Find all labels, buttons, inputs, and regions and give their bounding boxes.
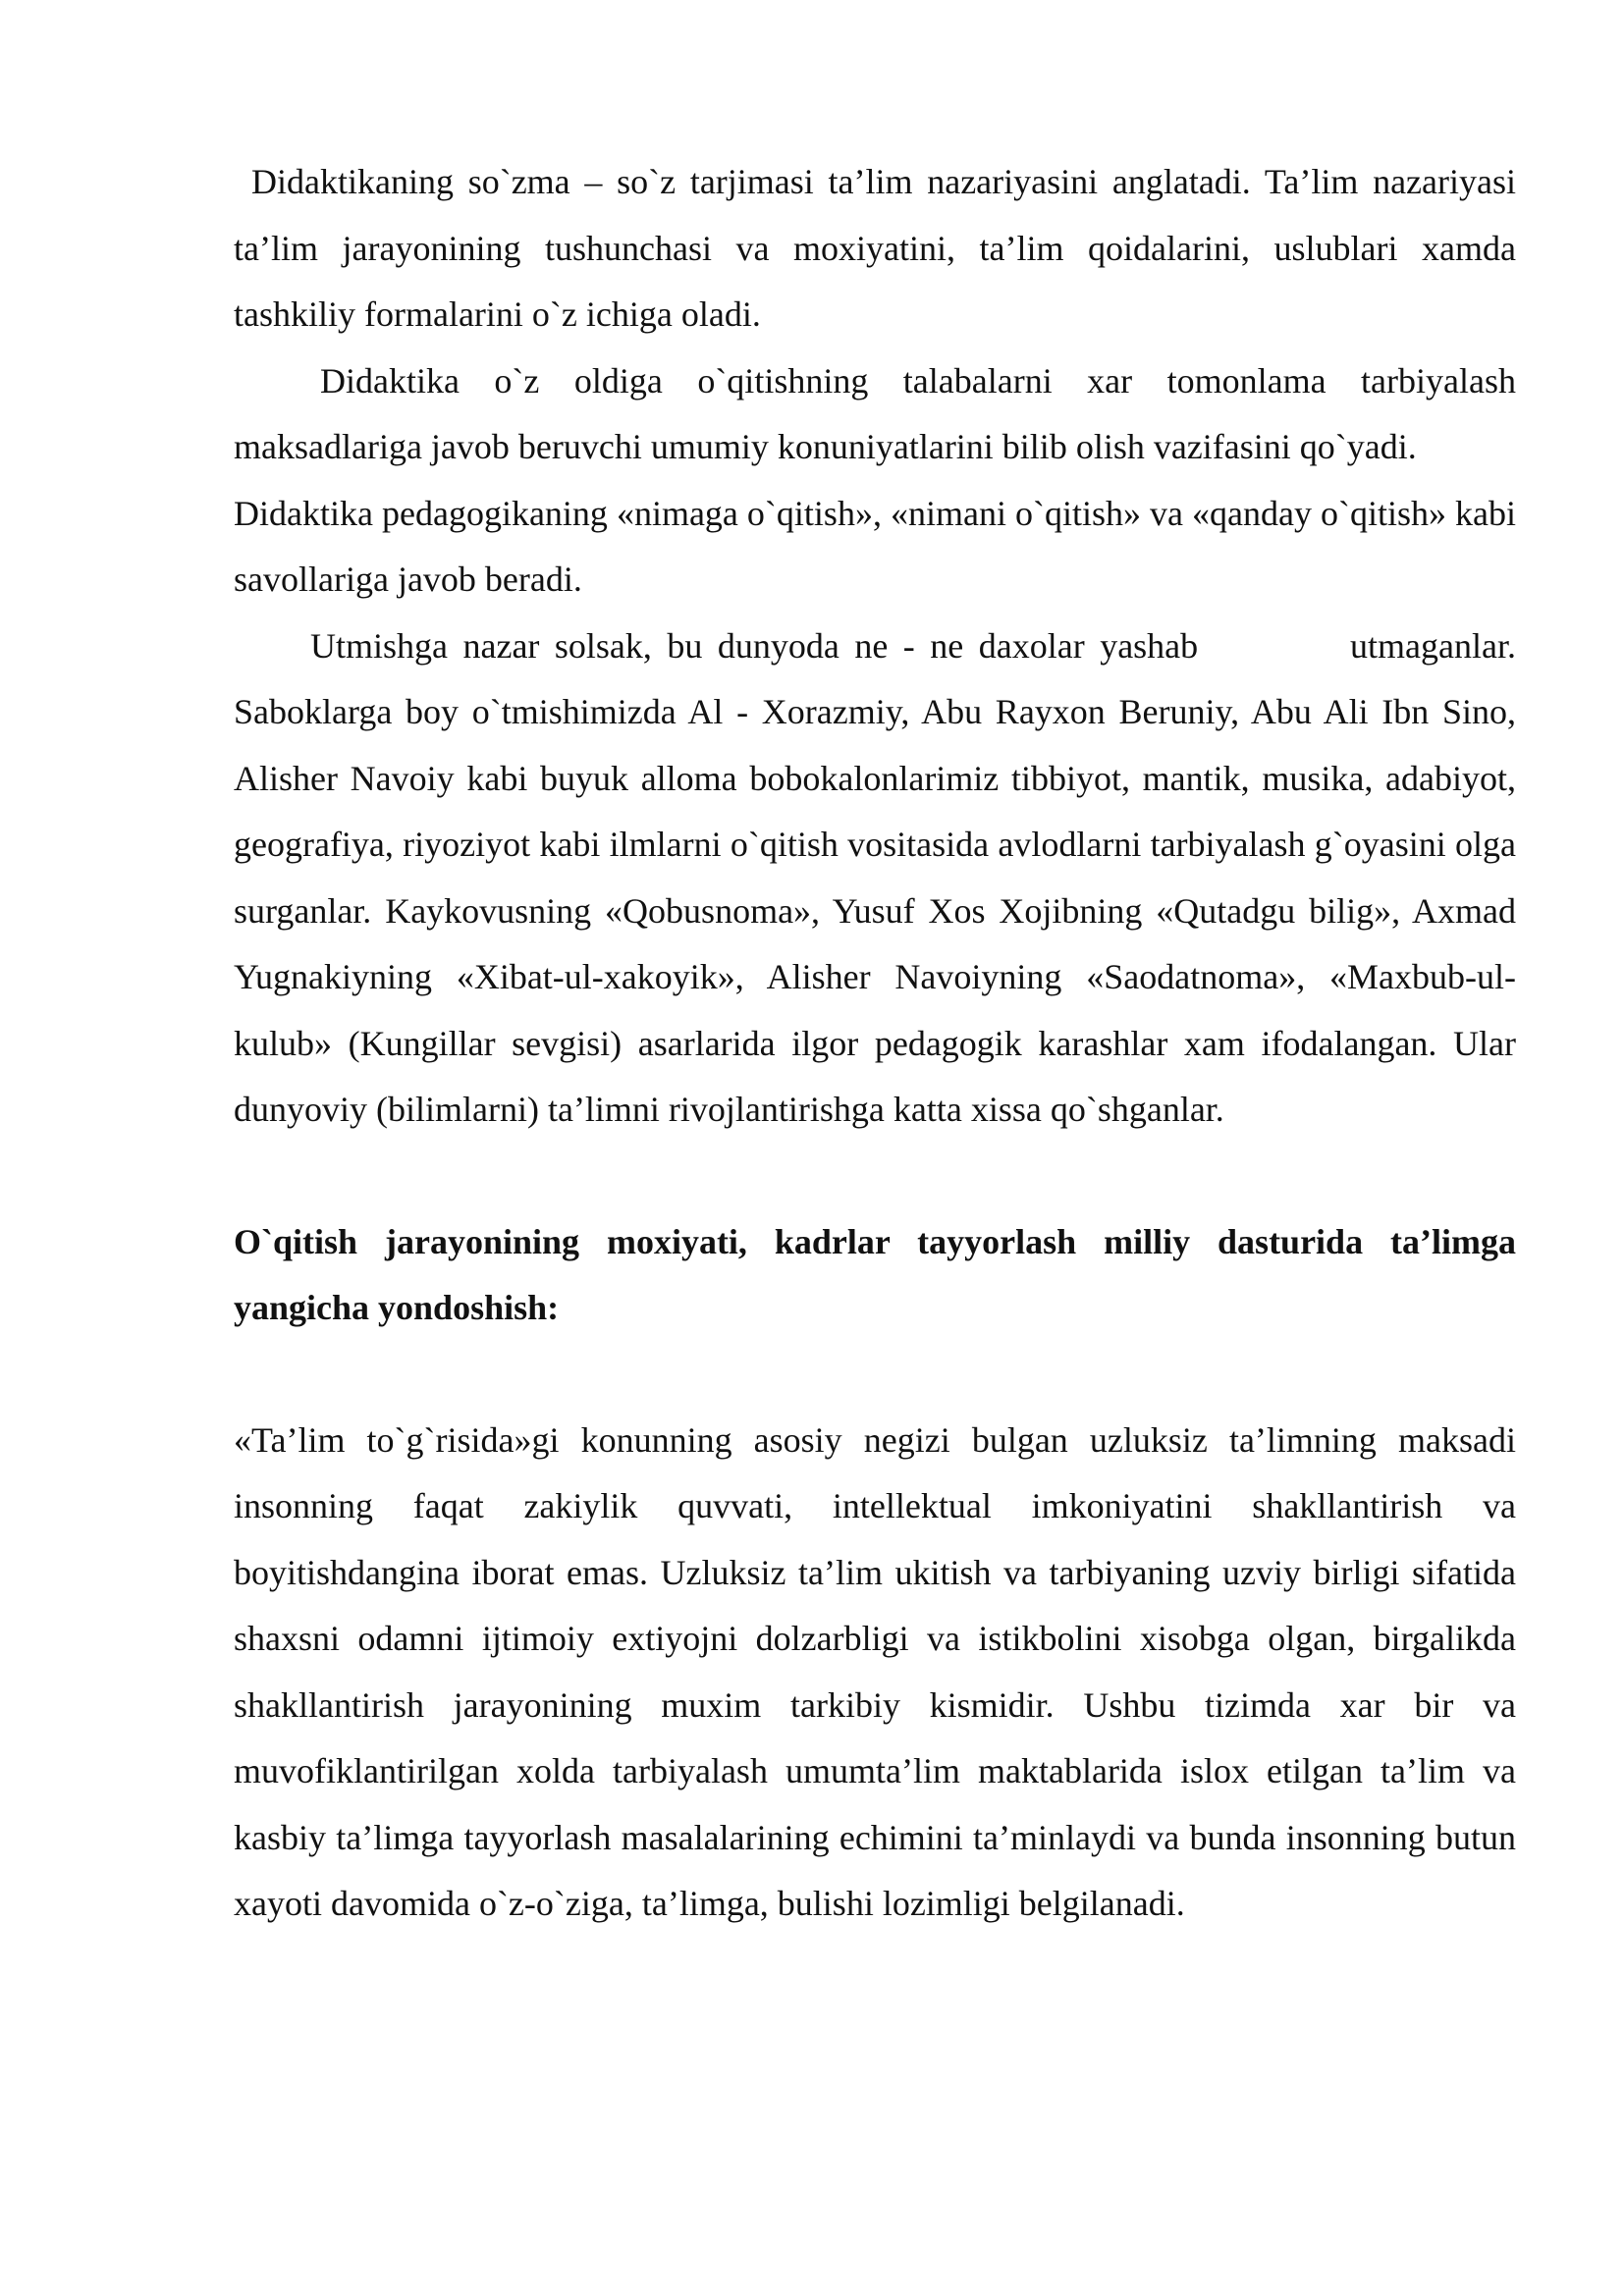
document-body bbox=[234, 149, 1525, 1938]
section-heading: O`qitish jarayonining moxiyati, kadrlar tayyorlash milliy dasturida ta’limga yangicha yondoshish: bbox=[234, 1221, 1516, 1327]
paragraph-didaktika-goal: Didaktika o`z oldiga o`qitishning talabalarni xar tomonlama tarbiyalash maksadlariga javob beruvchi umumiy konuniyatlarini bilib olish vazifasini qo`yadi. bbox=[234, 360, 1516, 466]
paragraph-didaktika-questions: Didaktika pedagogikaning «nimaga o`qitish», «nimani o`qitish» va «qanday o`qitish» kabi savollariga javob beradi. bbox=[234, 493, 1516, 599]
paragraph-didaktika-definition: Didaktikaning so`zma – so`z tarjimasi ta’lim nazariyasini anglatadi. Ta’lim nazariyasi ta’lim jarayonining tushunchasi va moxiyatini, ta’lim qoidalarini, uslublari xamda tashkiliy formalarini o`z ichiga oladi. bbox=[234, 162, 1516, 334]
paragraph-history: Utmishga nazar solsak, bu dunyoda ne - ne daxolar yashab utmaganlar. Saboklarga boy o`tmishimizda Al - Xorazmiy, Abu Rayxon Beruniy, Abu Ali Ibn Sino, Alisher Navoiy kabi buyuk alloma bobokalonlarimiz tibbiyot, mantik, musika, adabiyot, geografiya, riyoziyot kabi ilmlarni o`qitish vositasida avlodlarni tarbiyalash g`oyasini olga surganlar. Kaykovusning «Qobusnoma», Yusuf Xos Xojibning «Qutadgu bilig», Axmad Yugnakiyning «Xibat-ul-xakoyik», Alisher Navoiyning «Saodatnoma», «Maxbub-ul-kulub» (Kungillar sevgisi) asarlarida ilgor pedagogik karashlar xam ifodalangan. Ular dunyoviy (bilimlarni) ta’limni rivojlantirishga katta xissa qo`shganlar. bbox=[234, 625, 1525, 1129]
paragraph-continuous-education: «Ta’lim to`g`risida»gi konunning asosiy negizi bulgan uzluksiz ta’limning maksadi insonning faqat zakiylik quvvati, intellektual imkoniyatini shakllantirish va boyitishdangina iborat emas. Uzluksiz ta’lim ukitish va tarbiyaning uzviy birligi sifatida shaxsni odamni ijtimoiy extiyojni dolzarbligi va istikbolini xisobga olgan, birgalikda shakllantirish jarayonining muxim tarkibiy kismidir. Ushbu tizimda xar bir va muvofiklantirilgan xolda tarbiyalash umumta’lim maktablarida islox etilgan ta’lim va kasbiy ta’limga tayyorlash masalalarining echimini ta’minlaydi va bunda insonning butun xayoti davomida o`z-o`ziga, ta’limga, bulishi lozimligi belgilanadi. bbox=[234, 1419, 1516, 1923]
